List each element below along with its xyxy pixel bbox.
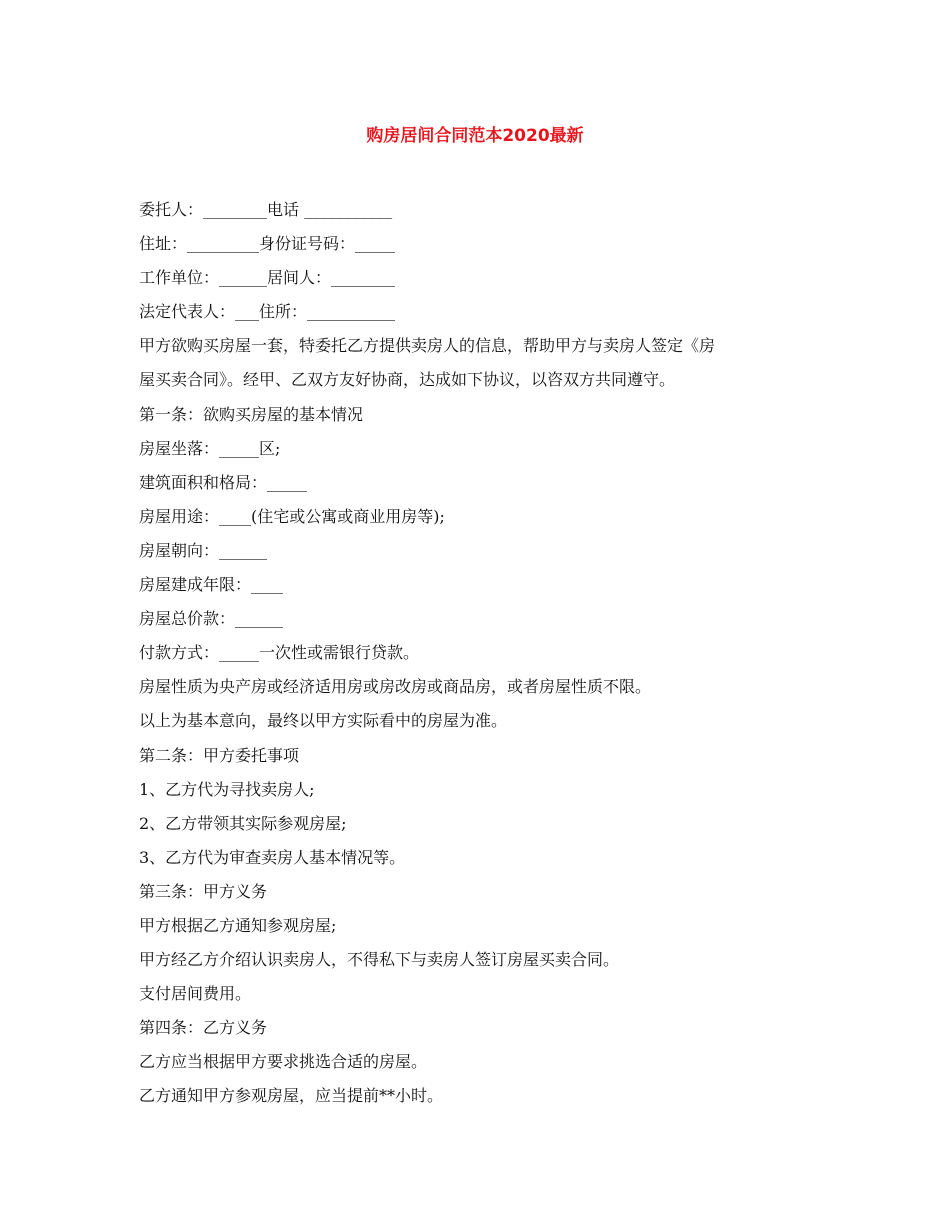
body-line: 1、乙方代为寻找卖房人; [139,779,315,799]
body-line: 房屋用途：____(住宅或公寓或商业用房等); [139,506,445,526]
body-line: 乙方通知甲方参观房屋，应当提前**小时。 [139,1086,444,1106]
body-line: 乙方应当根据甲方要求挑选合适的房屋。 [139,1052,428,1072]
body-line: 甲方经乙方介绍认识卖房人，不得私下与卖房人签订房屋买卖合同。 [139,950,620,970]
body-line: 第二条：甲方委托事项 [139,745,300,765]
body-line: 法定代表人：___住所：___________ [139,302,396,322]
document-title: 购房居间合同范本2020最新 [366,126,584,146]
body-line: 甲方根据乙方通知参观房屋; [139,915,337,935]
body-line: 2、乙方带领其实际参观房屋; [139,813,347,833]
body-line: 委托人：________电话 ___________ [139,200,393,219]
body-line: 房屋建成年限：____ [139,575,284,595]
body-line: 第三条：甲方义务 [139,881,268,901]
body-line: 付款方式：_____一次性或需银行贷款。 [139,643,420,663]
body-line: 房屋坐落：_____区; [139,438,281,458]
body-line: 第四条：乙方义务 [139,1018,268,1038]
body-line: 屋买卖合同》。经甲、乙双方友好协商，达成如下协议，以咨双方共同遵守。 [139,370,676,390]
body-line: 甲方欲购买房屋一套，特委托乙方提供卖房人的信息，帮助甲方与卖房人签定《房 [139,336,716,356]
body-line: 建筑面积和格局：_____ [139,472,308,492]
body-line: 以上为基本意向，最终以甲方实际看中的房屋为准。 [139,711,508,731]
body-line: 住址：_________身份证号码：_____ [139,234,396,254]
body-line: 工作单位：______居间人：________ [139,268,396,288]
body-line: 3、乙方代为审查卖房人基本情况等。 [139,847,406,867]
document-body [139,193,819,1114]
body-line: 第一条：欲购买房屋的基本情况 [139,404,364,424]
body-line: 房屋性质为央产房或经济适用房或房改房或商品房，或者房屋性质不限。 [139,677,652,697]
body-line: 房屋总价款：______ [139,609,284,629]
body-line: 支付居间费用。 [139,984,252,1004]
body-line: 房屋朝向：______ [139,540,268,560]
